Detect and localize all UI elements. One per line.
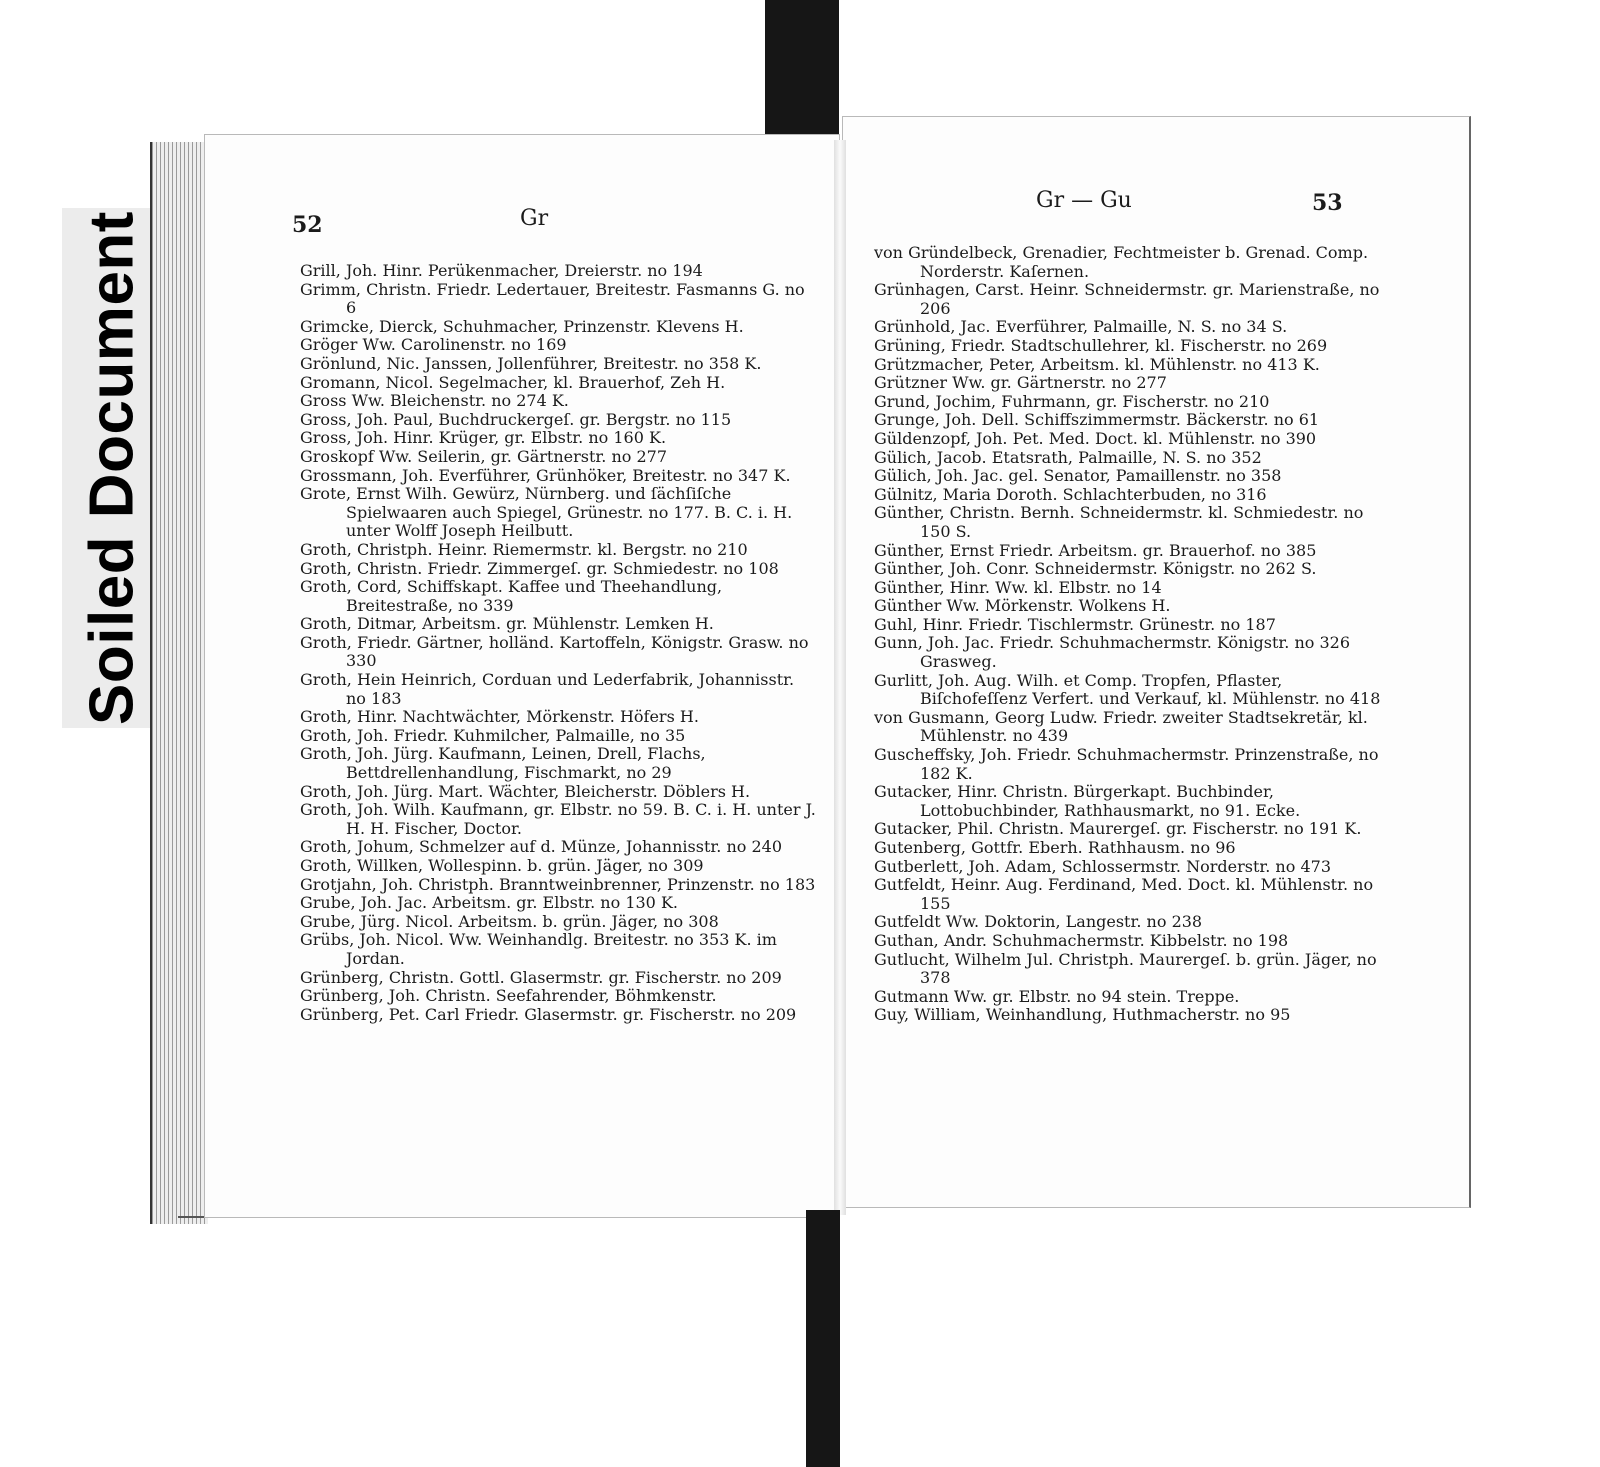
- list-item: Grote, Ernst Wilh. Gewürz, Nürnberg. und ſächſiſche Spielwaaren auch Spiegel, Grünestr. no 177. B. C. i. H. unter Wolff Joseph Heilbutt.: [300, 484, 793, 541]
- list-item: Günther, Hinr. Ww. kl. Elbstr. no 14: [874, 577, 1162, 597]
- list-item: Guthan, Andr. Schuhmachermstr. Kibbelstr. no 198: [874, 930, 1289, 950]
- list-item: Groth, Hein Heinrich, Corduan und Lederfabrik, Johannisstr. no 183: [300, 670, 795, 708]
- list-item: Groth, Joh. Jürg. Mart. Wächter, Bleicherstr. Döblers H.: [300, 781, 751, 801]
- list-item: Guy, William, Weinhandlung, Huthmacherstr. no 95: [874, 1005, 1291, 1025]
- binding-strap-top: [765, 0, 839, 142]
- list-item: Grützner Ww. gr. Gärtnerstr. no 277: [874, 373, 1167, 393]
- left-entry-list: [300, 262, 818, 1024]
- list-item: Gutfeldt, Heinr. Aug. Ferdinand, Med. Doct. kl. Mühlenstr. no 155: [874, 875, 1374, 913]
- list-item: von Gründelbeck, Grenadier, Fechtmeister b. Grenad. Comp. Norderstr. Kaſernen.: [874, 243, 1369, 281]
- list-item: Gromann, Nicol. Segelmacher, kl. Brauerhof, Zeh H.: [300, 372, 726, 392]
- list-item: Grimcke, Dierck, Schuhmacher, Prinzenstr. Klevens H.: [300, 316, 744, 336]
- list-item: Gutacker, Phil. Christn. Maurergeſ. gr. Fischerstr. no 191 K.: [874, 819, 1362, 839]
- list-item: Grützmacher, Peter, Arbeitsm. kl. Mühlenstr. no 413 K.: [874, 354, 1320, 374]
- left-page-number: 52: [292, 212, 323, 238]
- list-item: Groth, Christph. Heinr. Riemermstr. kl. Bergstr. no 210: [300, 539, 748, 559]
- list-item: von Gusmann, Georg Ludw. Friedr. zweiter Stadtsekretär, kl. Mühlenstr. no 439: [874, 707, 1368, 746]
- right-running-head: Gr — Gu: [1036, 188, 1132, 213]
- right-entry-list: [874, 244, 1392, 1025]
- list-item: Groth, Joh. Jürg. Kaufmann, Leinen, Drell, Flachs, Bettdrellenhandlung, Fischmarkt, no 29: [300, 744, 706, 783]
- list-item: Groth, Christn. Friedr. Zimmergeſ. gr. Schmiedestr. no 108: [300, 558, 779, 578]
- list-item: Günther, Ernst Friedr. Arbeitsm. gr. Brauerhof. no 385: [874, 540, 1317, 560]
- right-page-number: 53: [1312, 190, 1343, 216]
- list-item: Gröger Ww. Carolinenstr. no 169: [300, 335, 567, 355]
- list-item: Guhl, Hinr. Friedr. Tischlermstr. Grünestr. no 187: [874, 614, 1276, 634]
- list-item: Grunge, Joh. Dell. Schiffszimmermstr. Bäckerstr. no 61: [874, 410, 1320, 430]
- list-item: Grund, Jochim, Fuhrmann, gr. Fischerstr. no 210: [874, 391, 1270, 411]
- list-item: Gross Ww. Bleichenstr. no 274 K.: [300, 391, 569, 411]
- list-item: Gutlucht, Wilhelm Jul. Christph. Maurergeſ. b. grün. Jäger, no 378: [874, 949, 1377, 988]
- list-item: Gülich, Jacob. Etatsrath, Palmaille, N. S. no 352: [874, 447, 1262, 467]
- list-item: Groth, Joh. Friedr. Kuhmilcher, Palmaille, no 35: [300, 725, 686, 745]
- list-item: Gross, Joh. Hinr. Krüger, gr. Elbstr. no 160 K.: [300, 428, 667, 448]
- list-item: Groskopf Ww. Seilerin, gr. Gärtnerstr. no 277: [300, 446, 668, 466]
- list-item: Güldenzopf, Joh. Pet. Med. Doct. kl. Mühlenstr. no 390: [874, 428, 1317, 448]
- list-item: Groth, Johum, Schmelzer auf d. Münze, Johannisstr. no 240: [300, 837, 783, 857]
- list-item: Guscheffsky, Joh. Friedr. Schuhmachermstr. Prinzenstraße, no 182 K.: [874, 745, 1379, 783]
- list-item: Grönlund, Nic. Janssen, Jollenführer, Breitestr. no 358 K.: [300, 353, 762, 373]
- list-item: Gutberlett, Joh. Adam, Schlossermstr. Norderstr. no 473: [874, 856, 1331, 876]
- list-item: Grube, Jürg. Nicol. Arbeitsm. b. grün. Jäger, no 308: [300, 911, 719, 931]
- list-item: Gülnitz, Maria Doroth. Schlachterbuden, no 316: [874, 484, 1267, 504]
- book-gutter: [834, 140, 846, 1215]
- list-item: Groth, Willken, Wollespinn. b. grün. Jäger, no 309: [300, 856, 704, 875]
- list-item: Grossmann, Joh. Everführer, Grünhöker, Breitestr. no 347 K.: [300, 465, 791, 485]
- list-item: Grünberg, Christn. Gottl. Glasermstr. gr. Fischerstr. no 209: [300, 967, 782, 987]
- list-item: Grimm, Christn. Friedr. Ledertauer, Breitestr. Fasmanns G. no 6: [300, 279, 805, 318]
- list-item: Groth, Ditmar, Arbeitsm. gr. Mühlenstr. Lemken H.: [300, 614, 714, 634]
- list-item: Günther Ww. Mörkenstr. Wolkens H.: [874, 596, 1171, 616]
- list-item: Grube, Joh. Jac. Arbeitsm. gr. Elbstr. no 130 K.: [300, 893, 678, 913]
- list-item: Groth, Hinr. Nachtwächter, Mörkenstr. Höfers H.: [300, 707, 699, 727]
- list-item: Grünberg, Pet. Carl Friedr. Glasermstr. gr. Fischerstr. no 209: [300, 1004, 797, 1024]
- list-item: Grotjahn, Joh. Christph. Branntweinbrenner, Prinzenstr. no 183: [300, 874, 816, 894]
- list-item: Gutacker, Hinr. Christn. Bürgerkapt. Buchbinder, Lottobuchbinder, Rathhausmarkt, no 91. Ecke.: [874, 782, 1301, 820]
- list-item: Grünhold, Jac. Everführer, Palmaille, N. S. no 34 S.: [874, 317, 1288, 337]
- soiled-document-stamp: Soiled Document: [77, 211, 147, 725]
- list-item: Gutenberg, Gottfr. Eberh. Rathhausm. no 96: [874, 838, 1236, 857]
- left-running-head: Gr: [520, 206, 549, 231]
- list-item: Groth, Friedr. Gärtner, holländ. Kartoffeln, Königstr. Grasw. no 330: [300, 632, 809, 671]
- list-item: Grübs, Joh. Nicol. Ww. Weinhandlg. Breitestr. no 353 K. im Jordan.: [300, 930, 777, 968]
- list-item: Gutfeldt Ww. Doktorin, Langestr. no 238: [874, 912, 1203, 932]
- list-item: Gutmann Ww. gr. Elbstr. no 94 stein. Treppe.: [874, 986, 1240, 1006]
- binding-strap-bottom: [806, 1210, 840, 1467]
- list-item: Gunn, Joh. Jac. Friedr. Schuhmachermstr. Königstr. no 326 Grasweg.: [874, 633, 1351, 672]
- list-item: Groth, Cord, Schiffskapt. Kaffee und Theehandlung, Breitestraße, no 339: [300, 577, 723, 615]
- list-item: Günther, Christn. Bernh. Schneidermstr. kl. Schmiedestr. no 150 S.: [874, 503, 1364, 541]
- list-item: Gurlitt, Joh. Aug. Wilh. et Comp. Tropfen, Pflaster, Biſchofeſſenz Verfert. und Verkauf, kl. Mühlenstr. no 418: [874, 670, 1381, 709]
- list-item: Grünhagen, Carst. Heinr. Schneidermstr. gr. Marienstraße, no 206: [874, 280, 1380, 318]
- list-item: Gross, Joh. Paul, Buchdruckergeſ. gr. Bergstr. no 115: [300, 409, 732, 429]
- page-edges: [150, 142, 208, 1224]
- list-item: Grünberg, Joh. Christn. Seefahrender, Böhmkenstr.: [300, 986, 717, 1006]
- list-item: Groth, Joh. Wilh. Kaufmann, gr. Elbstr. no 59. B. C. i. H. unter J. H. H. Fischer, Doctor.: [300, 800, 816, 838]
- list-item: Grüning, Friedr. Stadtschullehrer, kl. Fischerstr. no 269: [874, 335, 1328, 355]
- list-item: Grill, Joh. Hinr. Perükenmacher, Dreierstr. no 194: [300, 261, 703, 280]
- list-item: Gülich, Joh. Jac. gel. Senator, Pamaillenstr. no 358: [874, 466, 1282, 486]
- list-item: Günther, Joh. Conr. Schneidermstr. Königstr. no 262 S.: [874, 559, 1317, 579]
